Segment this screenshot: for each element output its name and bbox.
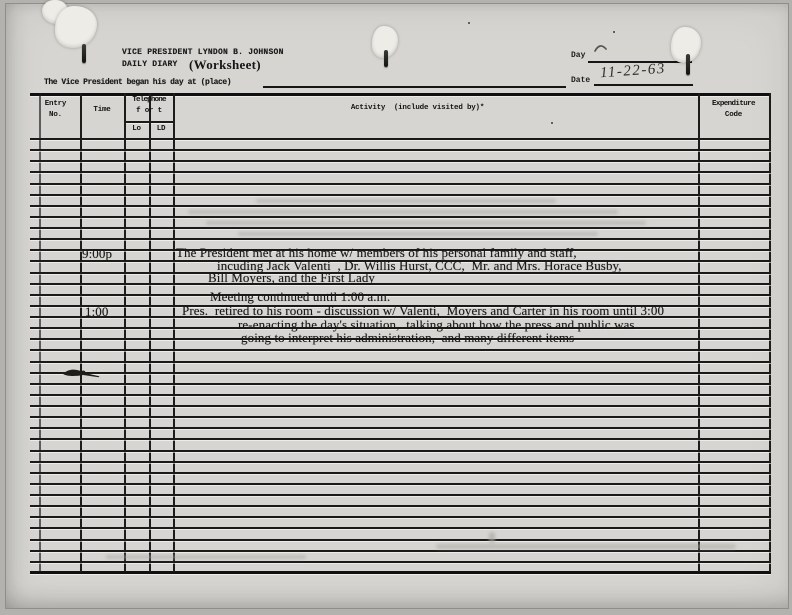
bleed-through-smudge — [256, 199, 556, 203]
bleed-through-smudge — [206, 221, 646, 225]
dust-speck — [468, 22, 470, 24]
entry-activity-line: Bill Moyers, and the First Lady — [208, 270, 376, 285]
rule-line — [30, 383, 771, 385]
table-bottom-border — [30, 571, 771, 574]
rule-line — [30, 294, 771, 296]
column-divider-lo-ld — [149, 93, 151, 572]
form-title-line1: VICE PRESIDENT LYNDON B. JOHNSON — [122, 48, 284, 57]
bleed-through-smudge — [238, 232, 598, 236]
pencil-mark — [489, 532, 495, 543]
column-header-entry-1: Entry — [44, 100, 67, 108]
column-header-activity: Activity (include visited by)* — [350, 104, 485, 112]
rule-line — [30, 516, 771, 518]
rule-line — [30, 527, 771, 529]
rule-line — [30, 171, 771, 173]
rule-line — [30, 216, 771, 218]
began-day-label: The Vice President began his day at (place) — [44, 78, 232, 87]
rule-line — [30, 438, 771, 440]
entry-activity-line: incuding Jack Valenti , Dr. Willis Hurst, CCC, Mr. and Mrs. Horace Busby, — [217, 258, 622, 273]
column-header-lo: Lo — [132, 125, 141, 133]
entry-activity-line: The President met at his home w/ members of his personal family and staff, — [176, 245, 577, 260]
dust-speck — [551, 122, 553, 124]
day-label: Day — [571, 51, 586, 60]
rule-line — [30, 405, 771, 407]
table-right-border — [769, 93, 771, 572]
column-header-expenditure-2: Code — [724, 111, 743, 119]
rule-line — [30, 494, 771, 496]
rule-line — [30, 561, 771, 563]
dust-speck — [613, 31, 615, 33]
entry-activity-line: going to interpret his administration, and many different items — [241, 330, 575, 345]
rule-line — [30, 227, 771, 229]
date-value-handwritten: 11-22-63 — [599, 60, 667, 82]
rule-line — [30, 361, 771, 363]
entry-activity-line: Meeting continued until 1:00 a.m. — [210, 289, 391, 304]
form-title-line2: DAILY DIARY — [122, 60, 178, 69]
entry-time: 9:00p — [82, 246, 113, 261]
column-divider-telephone-activity — [173, 93, 175, 572]
rule-line — [30, 149, 771, 151]
rule-line — [30, 194, 771, 196]
rule-line — [30, 205, 771, 207]
ink-arrow-mark — [62, 366, 102, 382]
rule-line — [30, 183, 771, 185]
entry-activity-line: re-enacting the day's situation, talking about how the press and public was — [238, 317, 635, 332]
header-bottom-border — [30, 138, 771, 140]
column-header-expenditure-1: Expenditure — [712, 100, 755, 108]
rule-line — [30, 394, 771, 396]
date-label: Date — [571, 76, 591, 85]
column-divider-entry-time — [80, 93, 82, 572]
bleed-through-smudge — [436, 544, 736, 549]
place-blank-line — [263, 86, 566, 88]
rule-line — [30, 372, 771, 374]
table-left-border — [39, 93, 41, 572]
rule-line — [30, 461, 771, 463]
rule-line — [30, 483, 771, 485]
paper — [6, 4, 788, 608]
rule-line — [30, 283, 771, 285]
rule-line — [30, 550, 771, 552]
entry-time: 1:00 — [85, 304, 109, 319]
rule-line — [30, 450, 771, 452]
column-header-entry-2: No. — [49, 111, 62, 119]
column-header-telephone-1: Telephone — [132, 96, 166, 104]
rule-line — [30, 427, 771, 429]
pencil-check-icon — [592, 40, 616, 56]
rule-line — [30, 160, 771, 162]
entry-activity-line: Pres. retired to his room - discussion w/ Valenti, Moyers and Carter in his room until 3:00 — [182, 303, 665, 318]
rule-line — [30, 349, 771, 351]
rule-line — [30, 539, 771, 541]
fastener-brad-icon — [384, 50, 388, 67]
column-header-time: Time — [93, 106, 111, 114]
fastener-brad-icon — [686, 54, 690, 75]
date-blank-line — [594, 84, 693, 86]
rule-line — [30, 472, 771, 474]
column-divider-time-telephone — [124, 93, 126, 572]
rule-line — [30, 416, 771, 418]
column-header-ld: LD — [156, 125, 166, 133]
worksheet-label: (Worksheet) — [189, 57, 261, 72]
fastener-brad-icon — [82, 44, 86, 63]
column-divider-activity-expenditure — [698, 93, 700, 572]
bleed-through-smudge — [106, 555, 306, 559]
bleed-through-smudge — [188, 210, 618, 214]
column-header-telephone-2: f or t — [136, 107, 162, 115]
rule-line — [30, 505, 771, 507]
rule-line — [30, 238, 771, 240]
